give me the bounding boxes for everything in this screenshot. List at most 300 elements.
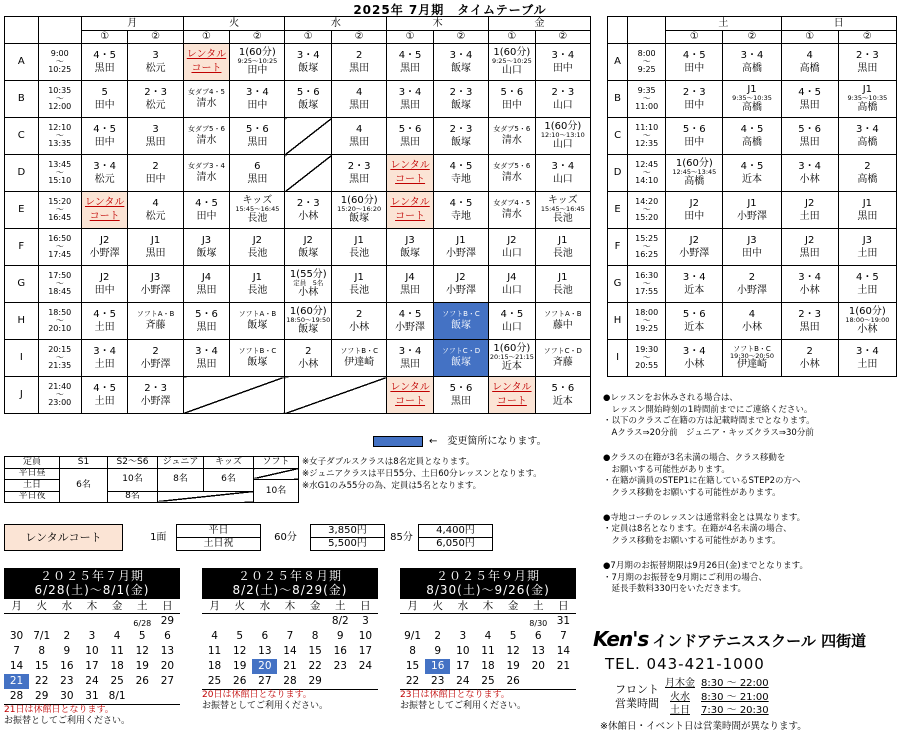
coach-name: 伊達崎: [344, 357, 375, 368]
class-cell: [666, 118, 723, 155]
class-level: 2・3: [551, 86, 575, 98]
class-level: 2・3: [296, 197, 320, 209]
calendar-day: [4, 614, 29, 629]
time-text: 14:10: [635, 176, 659, 185]
calendar-day: 26: [506, 674, 520, 687]
brand-mark: Ken's: [593, 627, 649, 651]
class-level: 2: [806, 345, 813, 357]
class-cell: [183, 192, 230, 229]
coach-name: 田中: [684, 210, 705, 222]
coach-name: 土田: [94, 321, 115, 333]
class-cell: [332, 340, 387, 377]
notice-line: ・在籍が満員のSTEP1に在籍しているSTEP2の方へ: [603, 476, 801, 487]
class-level: 3・4: [246, 86, 269, 98]
class-level: 2・3: [144, 382, 167, 394]
hours-days: 月木金: [665, 678, 695, 689]
class-level: 4・5: [93, 123, 117, 135]
calendar-day: 28: [283, 674, 297, 687]
class-cell: [230, 192, 285, 229]
coach-name: 黒田: [400, 284, 421, 296]
class-level: 1(60分): [289, 306, 327, 318]
notice-line: ●7月期のお振替期限は9月26日(金)までとなります。: [603, 560, 809, 571]
calendar-day: 10: [358, 629, 373, 642]
timetable-row: [608, 266, 897, 303]
class-time-note: 9:35〜10:35: [732, 94, 772, 103]
class-level: 2・3: [347, 160, 371, 172]
coach-name: 黒田: [400, 136, 421, 148]
coach-name: 黒田: [857, 62, 878, 74]
class-cell: [81, 377, 128, 414]
coach-name: 小野澤: [679, 247, 710, 259]
rental-text: コート: [89, 211, 120, 222]
class-cell: [285, 266, 332, 303]
calendar-day: 19: [233, 659, 247, 672]
notice-line: クラス移動をお願いする可能性があります。: [603, 536, 781, 547]
cap-header: ソフト: [254, 457, 299, 469]
time-text: 〜: [55, 316, 64, 325]
slot-label: B: [608, 81, 628, 118]
class-cell: [666, 303, 723, 340]
class-cell: [723, 192, 781, 229]
class-level: 5・6: [551, 382, 575, 394]
timetable-row: [608, 118, 897, 155]
court-header: ①: [183, 31, 230, 44]
slot-label: E: [5, 192, 39, 229]
class-level: 4・5: [449, 160, 473, 172]
class-cell: [838, 229, 896, 266]
class-level: ソフトC・D: [441, 347, 481, 355]
calendar-day: 29: [308, 674, 322, 687]
class-cell: [433, 81, 488, 118]
time-text: 〜: [642, 205, 651, 214]
calendar-day: 4: [113, 629, 121, 642]
class-level: J1: [747, 197, 757, 209]
time-text: 20:15: [48, 345, 72, 354]
rental-court-cell: [387, 155, 434, 192]
slot-label: D: [608, 155, 628, 192]
weekday-label: 水: [54, 599, 79, 614]
class-level: J1: [862, 197, 873, 209]
calendar-day: 14: [9, 659, 24, 672]
class-level: J2: [689, 197, 699, 209]
class-level: J1: [558, 271, 568, 283]
class-level: 4: [152, 197, 159, 209]
coach-name: 小野澤: [140, 395, 171, 407]
time-text: 〜: [642, 131, 651, 140]
class-time-note: 9:25〜10:25: [491, 57, 532, 66]
time-text: 11:10: [635, 123, 659, 132]
class-level: 1(60分): [544, 121, 582, 133]
calendar-grid: [400, 599, 576, 690]
slot-label: I: [608, 340, 628, 377]
slot-label: F: [5, 229, 39, 266]
calendar-day: 20: [160, 659, 175, 672]
coach-name: 飯塚: [400, 247, 421, 259]
notice-block: [603, 453, 898, 500]
weekday-label: 金: [303, 599, 328, 614]
class-cell: [489, 44, 536, 81]
calendar-day: 12: [233, 644, 247, 657]
calendar-day: 13: [160, 644, 175, 657]
class-cell: [489, 340, 536, 377]
class-level: 1(60分): [493, 47, 531, 59]
closed-day-note: 23日は休館日となります。: [400, 689, 510, 700]
brand-logo: [593, 627, 893, 651]
time-text: 〜: [55, 279, 64, 288]
class-level: 2: [152, 160, 159, 172]
class-level: 3・4: [93, 160, 117, 172]
calendar-day: 6/28: [133, 618, 152, 628]
class-level: J1: [456, 234, 466, 246]
rental-court-cell: [183, 44, 230, 81]
calendar-day: 16: [425, 659, 450, 674]
coach-name: 藤中: [552, 320, 573, 331]
calendar-day: 11: [481, 644, 495, 657]
class-cell: [781, 44, 838, 81]
calendar-day: [551, 674, 576, 689]
calendar-day: 6: [164, 629, 171, 642]
time-text: 17:45: [48, 250, 72, 259]
class-level: 2・3: [682, 86, 706, 98]
weekday-label: 木: [79, 599, 104, 614]
notice-line: お願いする可能性があります。: [603, 464, 730, 475]
slot-time: [38, 303, 81, 340]
class-cell: [838, 118, 896, 155]
class-cell: [535, 155, 590, 192]
weekday-label: 火: [425, 599, 450, 614]
class-cell: [433, 340, 488, 377]
class-level: 1(60分): [675, 158, 713, 170]
weekday-label: 土: [526, 599, 551, 614]
rental-duration-60: 60分: [274, 531, 297, 543]
calendar-day: 5: [138, 629, 146, 642]
coach-name: 小野澤: [736, 210, 767, 222]
coach-name: 寺地: [450, 173, 471, 185]
calendar-day: 13: [531, 644, 545, 657]
cap-s2-evening: 8名: [108, 491, 158, 503]
time-text: 16:25: [635, 250, 659, 259]
time-text: 23:00: [48, 398, 72, 407]
class-level: 4・5: [740, 160, 764, 172]
class-cell: [838, 81, 896, 118]
notice-line: ・7月期のお振替を9月期にご利用の場合、: [603, 572, 767, 583]
coach-name: 小林: [799, 284, 820, 296]
class-level: 2: [864, 160, 871, 172]
class-level: J1: [747, 84, 757, 96]
time-text: 17:50: [48, 271, 72, 280]
cap-s2: 10名: [108, 468, 158, 491]
change-swatch: [373, 436, 423, 447]
class-cell: [838, 192, 896, 229]
timetable-row: [608, 155, 897, 192]
time-text: 〜: [55, 242, 64, 251]
calendar-day: 4: [484, 629, 492, 642]
time-text: 11:00: [635, 102, 659, 111]
calendar-day: [425, 614, 450, 629]
class-level: 4・5: [398, 308, 422, 320]
coach-name: 長池: [552, 247, 573, 259]
class-level: 5・6: [398, 123, 422, 135]
notice-line: Aクラス⇒20分前 ジュニア・キッズクラス⇒30分前: [603, 428, 814, 439]
coach-name: 斉藤: [145, 320, 166, 331]
day-header: 日: [781, 17, 896, 31]
calendar-august: [202, 568, 378, 713]
coach-name: 黒田: [247, 136, 268, 148]
calendar-day: 23: [431, 674, 445, 687]
slot-label: J: [5, 377, 39, 414]
calendar-day: 17: [358, 644, 373, 657]
coach-name: 斉藤: [552, 357, 573, 368]
cap-empty: [254, 468, 299, 480]
time-text: 17:55: [635, 287, 659, 296]
coach-name: 小林: [298, 286, 319, 298]
weekday-label: 金: [105, 599, 130, 614]
class-cell: [81, 155, 128, 192]
cap-row-label: 平日夜: [5, 491, 60, 503]
class-time-note: 18:00〜19:00: [845, 316, 890, 325]
class-level: 4・5: [93, 49, 117, 61]
slot-label: C: [5, 118, 39, 155]
coach-name: 黒田: [799, 247, 820, 259]
class-level: J3: [862, 234, 873, 246]
class-cell: [723, 81, 781, 118]
calendar-day: 29: [35, 689, 49, 702]
timetable-row: [608, 44, 897, 81]
class-cell: [230, 340, 285, 377]
coach-name: 清水: [501, 135, 522, 146]
coach-name: 小林: [857, 323, 878, 335]
class-cell: [433, 118, 488, 155]
calendar-header: [202, 568, 378, 599]
coach-name: 飯塚: [450, 99, 471, 111]
timetable-row: [608, 340, 897, 377]
time-text: 12:00: [48, 102, 72, 111]
class-cell: [781, 192, 838, 229]
class-cell: [723, 118, 781, 155]
class-cell: [285, 192, 332, 229]
weekday-label: 土: [328, 599, 353, 614]
slot-time: [628, 155, 666, 192]
notice-line: ●寺地コーチのレッスンは通常料金とは異なります。: [603, 512, 806, 523]
class-level: J3: [150, 271, 161, 283]
class-level: 4: [748, 308, 756, 320]
coach-name: 黒田: [349, 173, 370, 185]
class-cell: [332, 118, 387, 155]
class-level: 2・3: [798, 308, 822, 320]
cap-header: S1: [60, 457, 108, 469]
calendar-day: 15: [35, 659, 49, 672]
class-cell: [387, 266, 434, 303]
time-text: 20:55: [635, 361, 659, 370]
rental-gap: [123, 525, 141, 551]
coach-name: 小野澤: [140, 284, 171, 296]
timetable-row: [5, 266, 591, 303]
weekday-label: 木: [475, 599, 500, 614]
coach-name: 山口: [501, 64, 522, 76]
class-level: 2: [748, 271, 756, 283]
weekday-label: 金: [501, 599, 526, 614]
class-level: J2: [303, 234, 313, 246]
hours-time: 7:30 〜 20:30: [701, 705, 769, 716]
coach-name: 長池: [247, 212, 268, 224]
class-cell: [781, 229, 838, 266]
class-level: 3・4: [798, 271, 822, 283]
calendar-day: 5: [236, 629, 244, 642]
closed-day-note: 21日は休館日となります。: [4, 704, 114, 715]
calendar-day: 17: [456, 659, 470, 672]
calendar-day: 7/1: [33, 629, 51, 642]
class-level: J2: [805, 197, 815, 209]
class-time-note: 20:15〜21:15: [489, 353, 534, 362]
rental-text: レンタル: [390, 382, 430, 393]
class-cell: [128, 229, 183, 266]
weekday-label: 日: [353, 599, 378, 614]
weekday-label: 水: [252, 599, 277, 614]
calendar-day: 21: [4, 674, 29, 689]
class-level: 4・5: [500, 308, 524, 320]
calendar-day: 8/2: [331, 614, 349, 627]
coach-name: 小林: [799, 173, 820, 185]
time-text: 〜: [642, 316, 651, 325]
class-level: 4・5: [798, 86, 822, 98]
calendar-day: 22: [35, 674, 49, 687]
class-level: J4: [507, 271, 517, 283]
class-cell: [535, 377, 590, 414]
class-cell: [128, 266, 183, 303]
class-level: 4: [806, 49, 813, 61]
court-header: ①: [489, 31, 536, 44]
class-cell: [666, 81, 723, 118]
coach-name: 長池: [349, 284, 370, 296]
weekday-label: 日: [155, 599, 180, 614]
class-level: J3: [405, 234, 415, 246]
class-level: J1: [354, 271, 364, 283]
cap-note: ※水G1のみ55分の為、定員は5名となります。: [302, 480, 482, 491]
class-cell: [723, 229, 781, 266]
coach-name: 黒田: [400, 62, 421, 74]
class-level: 5・6: [296, 86, 320, 98]
cap-s1: 6名: [60, 468, 108, 503]
hours-label: 営業時間: [615, 697, 659, 711]
time-text: 15:20: [48, 197, 72, 206]
court-header: ①: [81, 31, 128, 44]
class-level: 4・5: [93, 382, 117, 394]
coach-name: 黒田: [799, 136, 820, 148]
class-level: 2: [355, 308, 363, 320]
calendar-day: [54, 614, 79, 629]
cap-junior: 8名: [158, 468, 204, 491]
timetable-row: [5, 340, 591, 377]
time-text: 9:25: [637, 65, 656, 74]
notice-block: [603, 561, 898, 596]
timetable-row: [608, 192, 897, 229]
class-cell: [230, 266, 285, 303]
class-level: J2: [805, 234, 815, 246]
coach-name: 清水: [196, 135, 217, 146]
class-level: J2: [456, 271, 466, 283]
class-level: 2: [305, 345, 312, 357]
class-cell: [128, 155, 183, 192]
makeup-note: お振替としてご利用ください。: [4, 716, 131, 727]
class-level: 女ダブ5・6: [493, 162, 531, 170]
rental-text: レンタル: [492, 382, 532, 393]
class-cell: [666, 44, 723, 81]
class-cell: [723, 44, 781, 81]
slot-label: H: [5, 303, 39, 340]
calendar-title: ２０２５年８月期: [237, 569, 342, 583]
weekday-label: 日: [551, 599, 576, 614]
coach-name: 清水: [196, 98, 217, 109]
class-cell: [387, 229, 434, 266]
rental-court-cell: [489, 377, 536, 414]
class-cell: [128, 340, 183, 377]
time-text: 12:35: [635, 139, 659, 148]
calendar-day: 18: [481, 659, 495, 672]
calendar-day: [400, 614, 425, 629]
class-cell: [183, 118, 230, 155]
class-level: 5・6: [500, 86, 524, 98]
class-level: 1(55分): [289, 269, 327, 281]
rental-text: コート: [395, 211, 426, 222]
class-cell: [230, 118, 285, 155]
class-level: 4・5: [856, 271, 879, 283]
calendar-day: 16: [333, 644, 347, 657]
class-level: 女ダブ4・5: [493, 199, 531, 207]
calendar-day: 29: [160, 614, 175, 627]
class-cell: [332, 303, 387, 340]
class-cell: [666, 266, 723, 303]
calendar-day: 22: [405, 674, 420, 687]
class-level: 3・4: [398, 345, 422, 357]
class-level: 女ダブ5・6: [188, 125, 225, 133]
class-time-note: 18:50〜19:50: [286, 316, 331, 325]
class-cell: [489, 81, 536, 118]
coach-name: 黒田: [196, 358, 217, 370]
calendar-day: 14: [283, 644, 297, 657]
timetable-row: [5, 303, 591, 340]
class-cell: [81, 118, 128, 155]
corner-cell: [38, 17, 81, 44]
coach-name: 小林: [741, 321, 762, 333]
class-time-note: 12:45〜13:45: [672, 168, 717, 177]
slot-time: [38, 192, 81, 229]
time-text: 15:20: [635, 213, 659, 222]
class-level: 3・4: [856, 345, 879, 357]
coach-name: 小野澤: [89, 247, 120, 259]
class-level: ソフトB・C: [442, 310, 480, 318]
slot-time: [628, 303, 666, 340]
time-text: 18:00: [635, 308, 659, 317]
coach-name: 高橋: [857, 136, 878, 148]
class-cell: [285, 81, 332, 118]
calendar-header: [400, 568, 576, 599]
calendar-day: 10: [456, 644, 470, 657]
class-time-note: 19:30〜20:50: [730, 351, 774, 360]
coach-name: 清水: [501, 172, 522, 183]
class-level: 1(60分): [238, 47, 276, 59]
calendar-day: 9: [63, 644, 71, 657]
class-cell: [128, 303, 183, 340]
class-level: J4: [201, 271, 212, 283]
no-class-cell: [285, 118, 332, 155]
class-level: J1: [150, 234, 161, 246]
calendar-day: 31: [556, 614, 571, 627]
calendar-day: [475, 614, 500, 629]
slot-time: [628, 266, 666, 303]
class-level: 女ダブ3・4: [188, 162, 225, 170]
time-text: 10:35: [48, 86, 72, 95]
class-cell: [183, 155, 230, 192]
